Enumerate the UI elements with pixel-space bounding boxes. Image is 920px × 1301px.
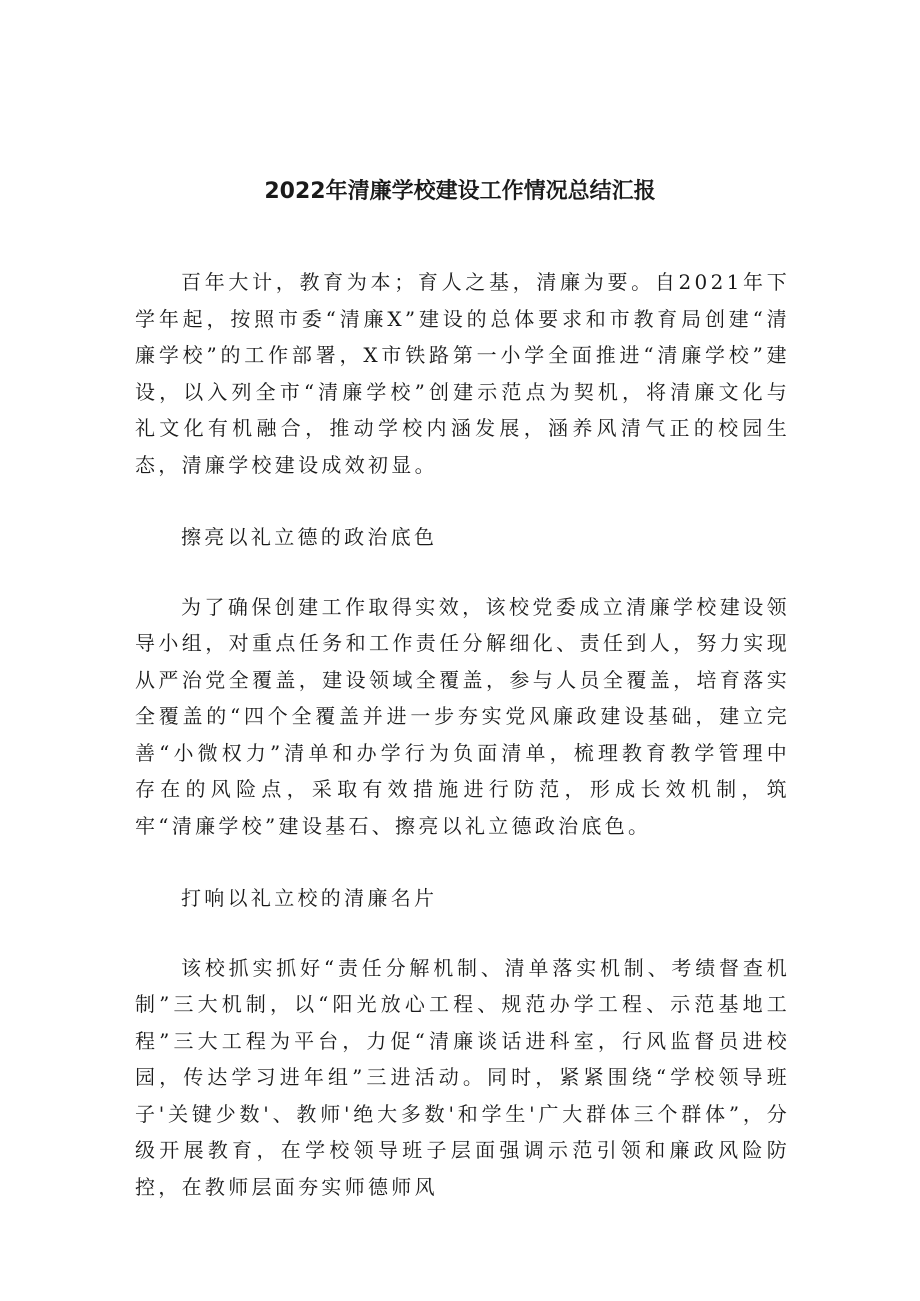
paragraph-political: 为了确保创建工作取得实效，该校党委成立清廉学校建设领导小组，对重点任务和工作责任分解细化、责任到人，努力实现从严治党全覆盖，建设领域全覆盖，参与人员全覆盖，培育落实全覆盖的“四个全覆盖并进一步夯实党风廉政建设基础，建立完善“小微权力”清单和办学行为负面清单，梳理教育教学管理中存在的风险点，采取有效措施进行防范，形成长效机制，筑牢“清廉学校”建设基石、擦亮以礼立德政治底色。 [135, 594, 790, 838]
paragraph-brand: 该校抓实抓好“责任分解机制、清单落实机制、考绩督查机制”三大机制，以“阳光放心工程、规范办学工程、示范基地工程”三大工程为平台，力促“清廉谈话进科室，行风监督员进校园，传达学习进年组”三进活动。同时，紧紧围绕“学校领导班子'关键少数'、教师'绝大多数'和学生'广大群体三个群体”，分级开展教育，在学校领导班子层面强调示范引领和廉政风险防控，在教师层面夯实师德师风 [135, 955, 790, 1199]
document-title: 2022年清廉学校建设工作情况总结汇报 [264, 179, 656, 204]
section-heading-political: 擦亮以礼立德的政治底色 [181, 525, 438, 549]
document-body [135, 264, 790, 1205]
paragraph-intro: 百年大计，教育为本；育人之基，清廉为要。自2021年下学年起，按照市委“清廉X”建设的总体要求和市教育局创建“清廉学校”的工作部署，X市铁路第一小学全面推进“清廉学校”建设，以入列全市“清廉学校”创建示范点为契机，将清廉文化与礼文化有机融合，推动学校内涵发展，涵养风清气正的校园生态，清廉学校建设成效初显。 [135, 270, 790, 477]
section-heading-brand: 打响以礼立校的清廉名片 [181, 886, 438, 910]
